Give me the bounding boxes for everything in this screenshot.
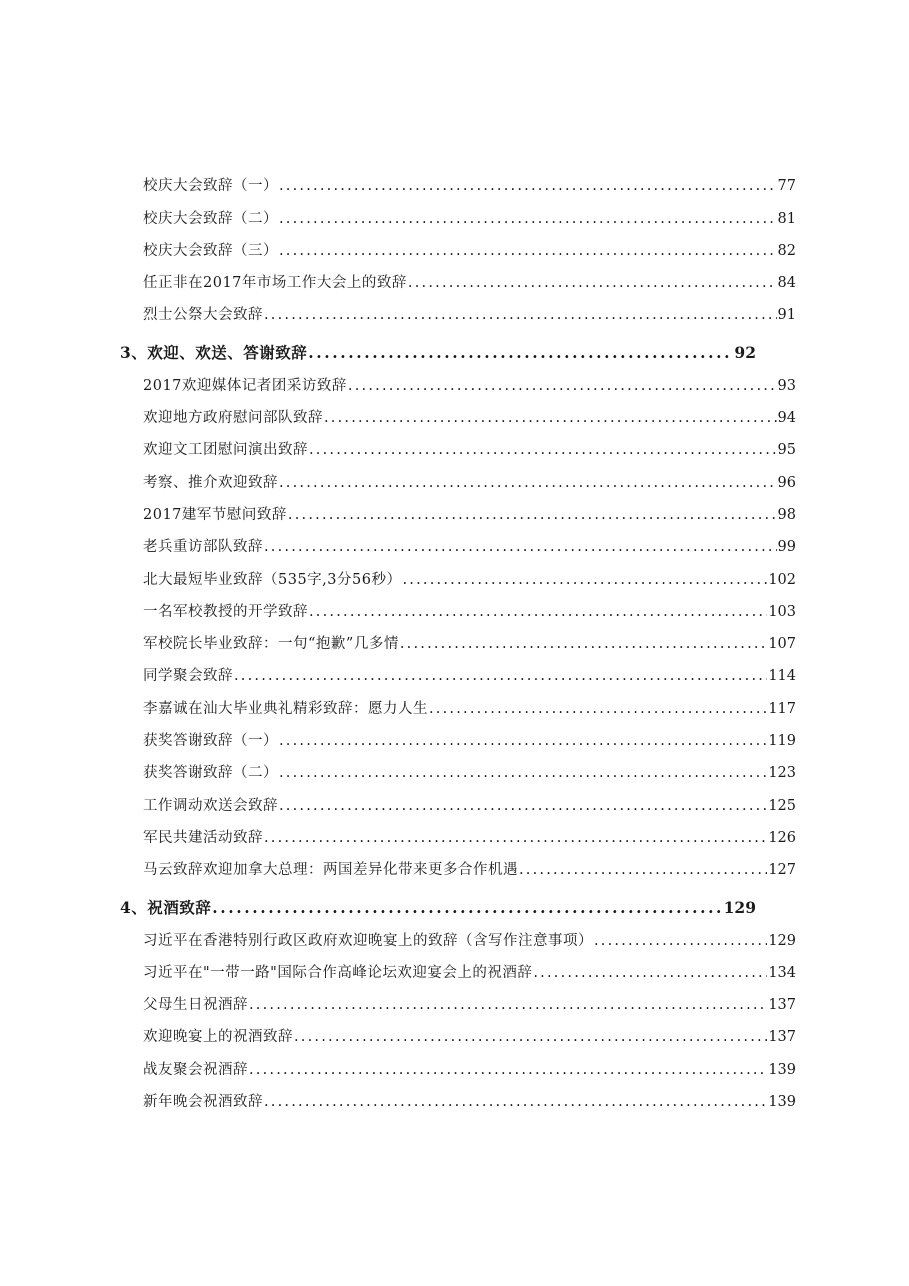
toc-entry-page: 125	[768, 797, 796, 814]
dot-leader	[519, 860, 767, 880]
dot-leader	[279, 209, 777, 229]
toc-entry[interactable]	[0, 654, 909, 686]
toc-entry[interactable]	[0, 557, 909, 589]
toc-entry-page: 134	[768, 964, 796, 981]
toc-entry-title: 老兵重访部队致辞	[143, 539, 263, 556]
dot-leader	[402, 570, 767, 590]
toc-entry[interactable]	[0, 293, 909, 325]
toc-entry-page: 139	[768, 1094, 796, 1111]
toc-entry-page: 137	[768, 997, 796, 1014]
toc-entry-page: 139	[768, 1061, 796, 1078]
dot-leader	[279, 731, 767, 751]
dot-leader	[249, 1060, 767, 1080]
toc-entry-title: 父母生日祝酒辞	[143, 997, 248, 1014]
dot-leader	[279, 796, 767, 816]
toc-entry[interactable]	[0, 590, 909, 622]
toc-section-heading[interactable]	[0, 881, 909, 918]
toc-entry-page: 102	[768, 571, 796, 588]
toc-entry-page: 107	[768, 636, 796, 653]
toc-section-page: 92	[734, 343, 756, 363]
toc-entry[interactable]	[0, 525, 909, 557]
toc-entry[interactable]	[0, 686, 909, 718]
dot-leader	[309, 440, 777, 460]
toc-entry-page: 84	[777, 275, 796, 292]
toc-entry-title: 欢迎晚宴上的祝酒致辞	[143, 1029, 293, 1046]
toc-entry-page: 117	[768, 700, 796, 717]
dot-leader	[308, 343, 733, 363]
toc-entry[interactable]	[0, 428, 909, 460]
toc-entry-title: 一名军校教授的开学致辞	[143, 603, 308, 620]
dot-leader	[249, 995, 767, 1015]
toc-entry-title: 任正非在2017年市场工作大会上的致辞	[143, 275, 407, 292]
toc-entry-title: 校庆大会致辞（二）	[143, 210, 278, 227]
toc-entry-title: 欢迎地方政府慰问部队致辞	[143, 410, 323, 427]
toc-entry-page: 126	[768, 829, 796, 846]
toc-entry-title: 战友聚会祝酒辞	[143, 1061, 248, 1078]
dot-leader	[279, 473, 777, 493]
dot-leader	[594, 931, 767, 951]
toc-entry[interactable]	[0, 460, 909, 492]
dot-leader	[324, 408, 777, 428]
dot-leader	[400, 634, 767, 654]
toc-entry[interactable]	[0, 1015, 909, 1047]
toc-entry[interactable]	[0, 196, 909, 228]
toc-entry[interactable]	[0, 622, 909, 654]
toc-entry-page: 95	[777, 442, 796, 459]
toc-entry-title: 习近平在香港特别行政区政府欢迎晚宴上的致辞（含写作注意事项）	[143, 932, 593, 949]
dot-leader	[294, 1027, 767, 1047]
dot-leader	[264, 305, 777, 325]
toc-entry-title: 获奖答谢致辞（一）	[143, 733, 278, 750]
toc-entry[interactable]	[0, 363, 909, 395]
toc-entry[interactable]	[0, 229, 909, 261]
toc-entry-title: 军校院长毕业致辞：一句“抱歉”几多情	[143, 636, 399, 653]
toc-entry-title: 校庆大会致辞（三）	[143, 242, 278, 259]
toc-entry-title: 北大最短毕业致辞（535字,3分56秒）	[143, 571, 402, 588]
toc-entry[interactable]	[0, 396, 909, 428]
toc-entry-page: 137	[768, 1029, 796, 1046]
dot-leader	[264, 1092, 767, 1112]
toc-entry-page: 114	[768, 668, 796, 685]
dot-leader	[279, 176, 777, 196]
toc-entry-title: 习近平在"一带一路"国际合作高峰论坛欢迎宴会上的祝酒辞	[143, 964, 533, 981]
toc-entry-page: 77	[777, 178, 796, 195]
toc-entry-page: 94	[777, 410, 796, 427]
dot-leader	[429, 699, 767, 719]
dot-leader	[288, 505, 777, 525]
toc-entry-page: 119	[768, 733, 796, 750]
toc-entry-page: 98	[777, 506, 796, 523]
toc-entry[interactable]	[0, 261, 909, 293]
toc-entry-page: 96	[777, 474, 796, 491]
toc-entry-title: 获奖答谢致辞（二）	[143, 765, 278, 782]
dot-leader	[309, 602, 767, 622]
toc-section-page: 129	[723, 898, 756, 918]
toc-entry-title: 马云致辞欢迎加拿大总理：两国差异化带来更多合作机遇	[143, 862, 518, 879]
toc-entry-page: 103	[768, 603, 796, 620]
toc-entry[interactable]	[0, 848, 909, 880]
toc-entry-page: 123	[768, 765, 796, 782]
dot-leader	[212, 898, 722, 918]
toc-section-title: 3、欢迎、欢送、答谢致辞	[120, 343, 308, 363]
dot-leader	[264, 537, 777, 557]
toc-entry-title: 2017欢迎媒体记者团采访致辞	[143, 377, 347, 394]
dot-leader	[279, 763, 767, 783]
toc-entry[interactable]	[0, 918, 909, 950]
toc-entry[interactable]	[0, 1080, 909, 1112]
toc-entry-page: 82	[777, 242, 796, 259]
table-of-contents	[0, 164, 909, 1112]
toc-entry[interactable]	[0, 164, 909, 196]
toc-entry-title: 2017建军节慰问致辞	[143, 506, 287, 523]
toc-entry-title: 军民共建活动致辞	[143, 829, 263, 846]
toc-entry[interactable]	[0, 719, 909, 751]
toc-entry-title: 新年晚会祝酒致辞	[143, 1094, 263, 1111]
dot-leader	[348, 376, 777, 396]
dot-leader	[408, 273, 777, 293]
toc-entry[interactable]	[0, 783, 909, 815]
toc-entry-title: 工作调动欢送会致辞	[143, 797, 278, 814]
toc-entry[interactable]	[0, 493, 909, 525]
toc-section-heading[interactable]	[0, 326, 909, 363]
toc-entry[interactable]	[0, 751, 909, 783]
toc-entry-title: 考察、推介欢迎致辞	[143, 474, 278, 491]
toc-entry-page: 129	[768, 932, 796, 949]
dot-leader	[279, 241, 777, 261]
dot-leader	[533, 963, 767, 983]
toc-entry-title: 李嘉诚在汕大毕业典礼精彩致辞：愿力人生	[143, 700, 428, 717]
toc-entry-title: 欢迎文工团慰问演出致辞	[143, 442, 308, 459]
toc-entry-page: 99	[777, 539, 796, 556]
toc-entry[interactable]	[0, 983, 909, 1015]
toc-entry-page: 93	[777, 377, 796, 394]
toc-entry[interactable]	[0, 951, 909, 983]
toc-entry-title: 校庆大会致辞（一）	[143, 178, 278, 195]
dot-leader	[264, 828, 767, 848]
toc-section-title: 4、祝酒致辞	[120, 898, 212, 918]
toc-entry-page: 81	[777, 210, 796, 227]
toc-entry-title: 同学聚会致辞	[143, 668, 233, 685]
toc-entry[interactable]	[0, 1047, 909, 1079]
toc-entry-page: 91	[777, 307, 796, 324]
toc-entry-page: 127	[768, 862, 796, 879]
toc-entry[interactable]	[0, 816, 909, 848]
toc-entry-title: 烈士公祭大会致辞	[143, 307, 263, 324]
dot-leader	[234, 666, 767, 686]
